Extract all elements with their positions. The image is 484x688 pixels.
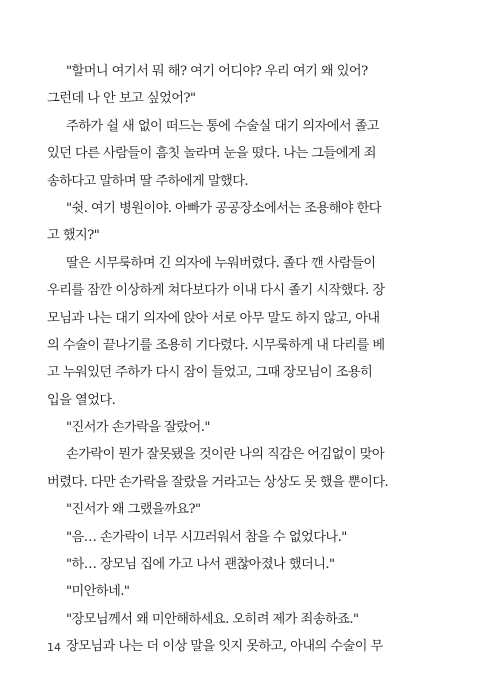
text-line: "진서가 손가락을 잘랐어." [66,420,210,436]
text-line: 우리를 잠깐 이상하게 쳐다보다가 이내 다시 졸기 시작했다. 장 [47,283,385,299]
text-line: 모님과 나는 대기 의자에 앉아 서로 아무 말도 하지 않고, 아내 [47,310,380,326]
text-line: "미안하네." [66,584,130,600]
page-number: 14 [47,641,61,654]
body-text [47,58,447,661]
text-line: 주하가 쉴 새 없이 떠드는 통에 수술실 대기 의자에서 졸고 [66,118,380,134]
text-line: 송하다고 말하며 딸 주하에게 말했다. [47,173,249,189]
text-line: "할머니 여기서 뭐 해? 여기 어디야? 우리 여기 왜 있어? [66,64,368,79]
text-line: 입을 열었다. [47,392,116,408]
text-line: 있던 다른 사람들이 흠칫 놀라며 눈을 떴다. 나는 그들에게 죄 [47,146,376,162]
text-line: "음… 손가락이 너무 시끄러워서 참을 수 없었다나." [66,529,347,545]
text-line: 딸은 시무룩하며 긴 의자에 누워버렸다. 졸다 깬 사람들이 [66,255,376,271]
text-line: "하… 장모님 집에 가고 나서 괜찮아졌나 했더니." [66,557,335,573]
text-line: 의 수술이 끝나기를 조용히 기다렸다. 시무룩하게 내 다리를 베 [47,337,385,353]
text-line: 장모님과 나는 더 이상 말을 잇지 못하고, 아내의 수술이 무 [66,639,383,655]
text-line: "장모님께서 왜 미안해하세요. 오히려 제가 죄송하죠." [66,611,359,627]
text-line: "진서가 왜 그랬을까요?" [66,502,201,518]
text-line: 그런데 나 안 보고 싶었어?" [47,91,196,107]
text-line: 고 했지?" [47,228,100,244]
text-line: 손가락이 뭔가 잘못됐을 것이란 나의 직감은 어김없이 맞아 [66,447,385,463]
text-line: 고 누워있던 주하가 다시 잠이 들었고, 그때 장모님이 조용히 [47,365,373,381]
text-line: "쉿. 여기 병원이야. 아빠가 공공장소에서는 조용해야 한다 [66,200,381,216]
text-line: 버렸다. 다만 손가락을 잘랐을 거라고는 상상도 못 했을 뿐이다. [47,474,389,490]
